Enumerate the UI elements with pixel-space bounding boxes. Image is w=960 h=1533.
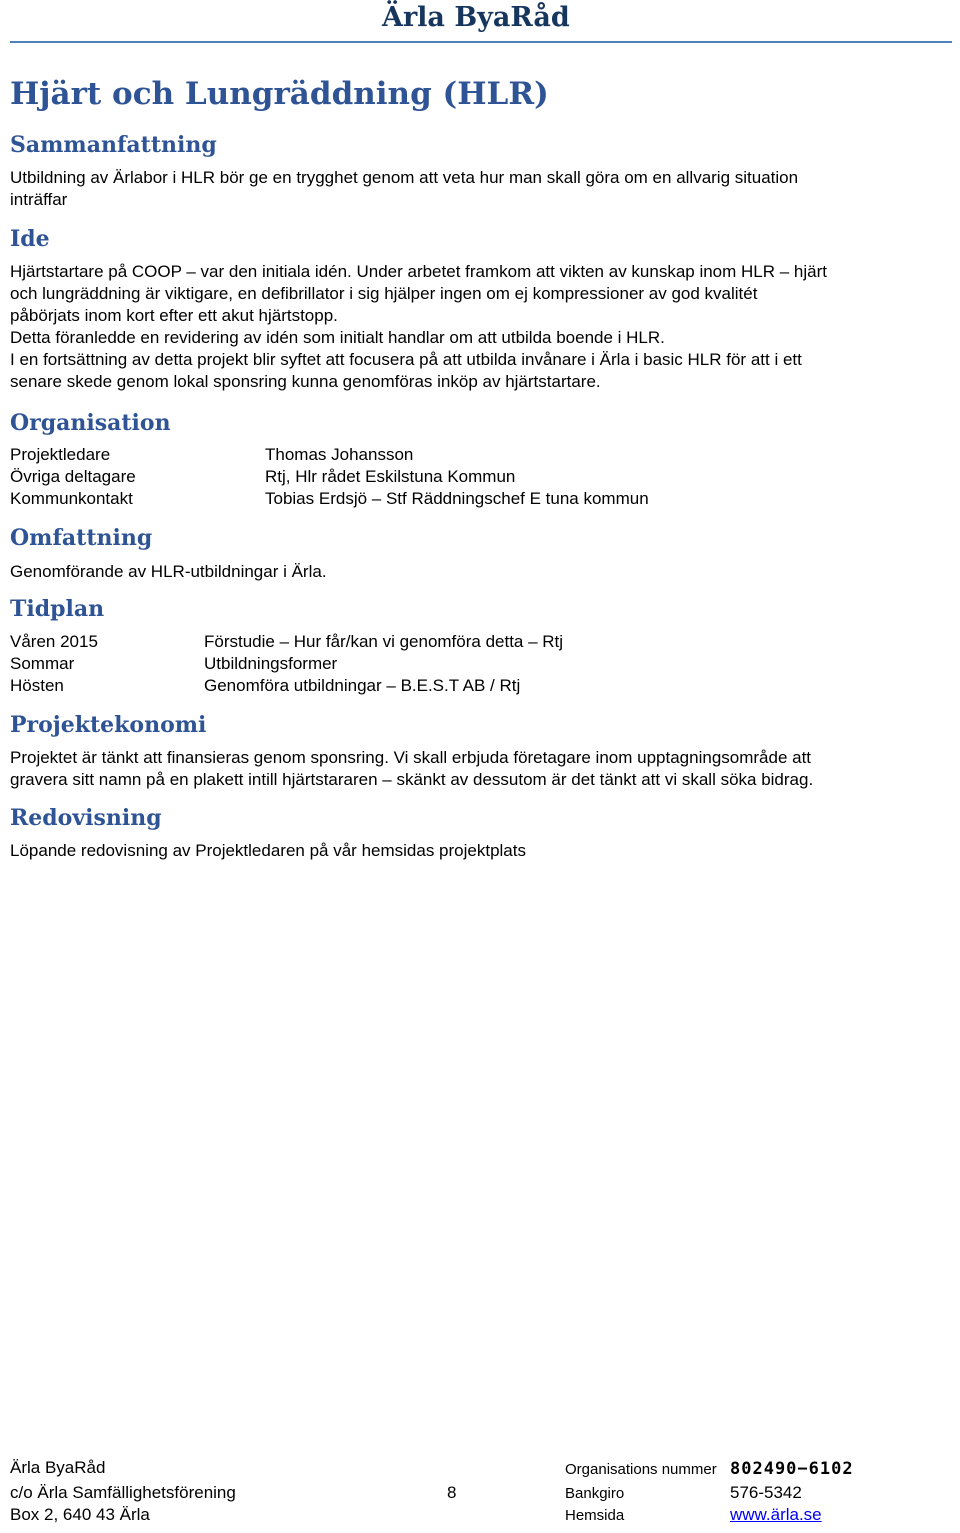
paragraph-ide xyxy=(10,261,950,393)
org-role: Kommunkontakt xyxy=(10,489,133,508)
footer-org-name: Ärla ByaRåd xyxy=(10,1458,106,1477)
paragraph-omfattning: Genomförande av HLR-utbildningar i Ärla. xyxy=(10,562,327,581)
footer-org-number-label: Organisations nummer xyxy=(565,1461,717,1478)
text-line: Projektet är tänkt att finansieras genom sponsring. Vi skall erbjuda företagare inom upptagningsområde att xyxy=(10,748,812,767)
footer-postal-address: Box 2, 640 43 Ärla xyxy=(10,1505,150,1524)
text-line: Detta föranledde en revidering av idén som initialt handlar om att utbilda boende i HLR. xyxy=(10,328,665,347)
schedule-period: Sommar xyxy=(10,654,75,673)
heading-sammanfattning: Sammanfattning xyxy=(10,132,217,158)
text-line: gravera sitt namn på en plakett intill hjärtstararen – skänkt av dessutom är det tänkt att vi skall söka bidrag. xyxy=(10,770,814,789)
heading-omfattning: Omfattning xyxy=(10,525,153,551)
document-title: Hjärt och Lungräddning (HLR) xyxy=(10,76,549,112)
footer-bankgiro-label: Bankgiro xyxy=(565,1485,625,1502)
page-number: 8 xyxy=(447,1483,457,1502)
text-line: I en fortsättning av detta projekt blir syftet att focusera på att utbilda invånare i Ärla i basic HLR för att i ett xyxy=(10,350,802,369)
footer-website-link[interactable]: www.ärla.se xyxy=(730,1505,822,1524)
heading-organisation: Organisation xyxy=(10,410,171,436)
schedule-activity: Genomföra utbildningar – B.E.S.T AB / Rtj xyxy=(204,676,521,695)
heading-tidplan: Tidplan xyxy=(10,596,105,622)
text-line: inträffar xyxy=(10,190,68,209)
schedule-period: Hösten xyxy=(10,676,64,695)
text-line: Utbildning av Ärlabor i HLR bör ge en trygghet genom att veta hur man skall göra om en allvarig situation xyxy=(10,168,799,187)
schedule-activity: Utbildningsformer xyxy=(204,654,338,673)
heading-redovisning: Redovisning xyxy=(10,805,162,831)
schedule-period: Våren 2015 xyxy=(10,632,98,651)
heading-ide: Ide xyxy=(10,226,50,252)
paragraph-redovisning: Löpande redovisning av Projektledaren på vår hemsidas projektplats xyxy=(10,841,526,860)
text-line: påbörjats inom kort efter ett akut hjärtstopp. xyxy=(10,306,338,325)
org-role: Övriga deltagare xyxy=(10,467,136,486)
footer-website-label: Hemsida xyxy=(565,1507,625,1524)
org-name: Tobias Erdsjö – Stf Räddningschef E tuna kommun xyxy=(265,489,649,508)
paragraph-sammanfattning xyxy=(10,167,950,211)
header-divider xyxy=(10,41,952,43)
heading-projektekonomi: Projektekonomi xyxy=(10,712,207,738)
text-line: senare skede genom lokal sponsring kunna genomföras inköp av hjärtstartare. xyxy=(10,372,601,391)
footer-bankgiro: 576-5342 xyxy=(730,1483,802,1502)
footer-co-address: c/o Ärla Samfällighetsförening xyxy=(10,1483,236,1502)
footer-org-number: 802490−6102 xyxy=(730,1459,854,1479)
schedule-activity: Förstudie – Hur får/kan vi genomföra detta – Rtj xyxy=(204,632,564,651)
paragraph-projektekonomi xyxy=(10,747,950,791)
org-name: Thomas Johansson xyxy=(265,445,414,464)
org-name: Rtj, Hlr rådet Eskilstuna Kommun xyxy=(265,467,516,486)
page-header-title: Ärla ByaRåd xyxy=(382,2,570,33)
text-line: och lungräddning är viktigare, en defibrillator i sig hjälper ingen om ej kompressioner av god kvalitét xyxy=(10,284,758,303)
text-line: Hjärtstartare på COOP – var den initiala idén. Under arbetet framkom att vikten av kunskap inom HLR – hjärt xyxy=(10,262,828,281)
org-role: Projektledare xyxy=(10,445,111,464)
